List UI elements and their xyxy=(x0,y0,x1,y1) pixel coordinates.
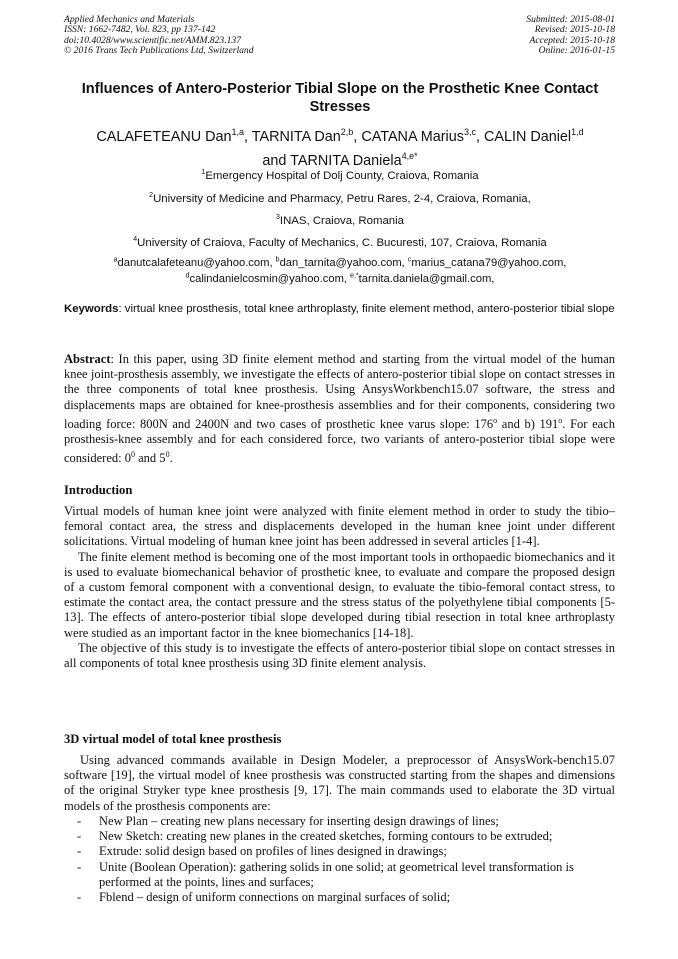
keywords xyxy=(64,302,616,317)
affiliation: $^2$University of Medicine and Pharmacy, Petru Rares, 2-4, Craiova, Romania, xyxy=(149,192,531,205)
paragraph: The objective of this study is to investigate the effects of antero-posterior tibial slope on contact stresses in all components of total knee prosthesis using 3D finite element analysis. xyxy=(64,640,615,671)
revised-date: Revised: 2015-10-18 xyxy=(534,24,615,36)
author: CALIN Daniel$^{1,d}$ xyxy=(483,127,584,145)
abstract-label: Abstract xyxy=(64,352,111,366)
paragraph: Using advanced commands available in Design Modeler, a preprocessor of AnsysWork-bench15.07 software [19], the virtual model of knee prosthesis was constructed starting from the shapes and dimensions of the original Stryker type knee prosthesis [9, 17]. The main commands used to elaborate the 3D virtual models of the prosthesis components are: xyxy=(64,753,615,813)
email[interactable]: $^b$dan_tarnita@yahoo.com, xyxy=(275,256,408,269)
keywords-text: : virtual knee prosthesis, total knee arthroplasty, finite element method, antero-posterior tibial slope xyxy=(118,303,615,315)
abstract: Abstract: In this paper, using 3D finite element method and starting from the virtual model of the human knee joint-prosthesis assembly, we investigate the effects of antero-posterior tibial slope on contact stresses in the three components of total knee prosthesis. Using AnsysWorkbench15.07 software, the stress and displacements maps are obtained for knee-prosthesis assemblies and for their components, considering two loading force: 800N and 2400N and two cases of prosthetic knee varus slope: 176$^o$ and b) 191$^o$. For each prosthesis-knee assembly and for each considered force, two variants of antero-posterior tibial slope were considered: $0^0$ and $5^0$. xyxy=(64,352,615,466)
author: TARNITA Dan$^{2,b}$, xyxy=(251,127,362,145)
submitted-date: Submitted: 2015-08-01 xyxy=(526,14,615,25)
accepted-date: Accepted: 2015-10-18 xyxy=(529,34,615,46)
list-item: - Fblend – design of uniform connections on marginal surfaces of solid; xyxy=(77,890,451,905)
introduction-heading: Introduction xyxy=(64,483,133,497)
journal-name: Applied Mechanics and Materials xyxy=(64,14,195,25)
paragraph: Virtual models of human knee joint were analyzed with finite element method in order to study the tibio–femoral contact area, the stress and displacements developed in the human knee joint under different solicitations. Virtual modeling of human knee joint has been addressed in several articles [1-4]. xyxy=(64,504,615,549)
author-list xyxy=(55,123,625,171)
email[interactable]: $^a$danutcalafeteanu@yahoo.com, xyxy=(113,256,276,269)
online-date: Online: 2016-01-15 xyxy=(538,45,615,57)
email[interactable]: $^c$marius_catana79@yahoo.com, xyxy=(407,256,567,269)
paragraph: The finite element method is becoming one of the most important tools in orthopaedic biomechanics and it is used to evaluate biomechanical behavior of prosthetic knee, to evaluate and compare the proposed design of a custom femoral component with a conventional design, to evaluate the tibio-femoral contact stress, to estimate the contact area, the contact pressure and the stress status of the polyethylene tibial components [5-13]. The effects of antero-posterior tibial slope developed during tibial resection in total knee arthroplasty were studied as an important factor in the knee biomechanics [14-18]. xyxy=(64,549,615,640)
section-heading: 3D virtual model of total knee prosthesis xyxy=(64,732,282,746)
list-item: - Extrude: solid design based on profiles of lines designed in drawings; xyxy=(77,844,447,859)
list-item: - New Sketch: creating new planes in the created sketches, forming contours to be extruded; xyxy=(77,829,553,844)
section-body xyxy=(64,753,615,814)
command-list xyxy=(64,814,616,905)
email[interactable]: $^d$calindanielcosmin@yahoo.com, xyxy=(185,272,351,286)
dates-info xyxy=(526,15,615,57)
list-item: - Unite (Boolean Operation): gathering solids in one solid; at geometrical level transformation is performed at the points, lines and surfaces; xyxy=(77,859,574,889)
journal-info xyxy=(64,15,254,57)
affiliation: $^4$University of Craiova, Faculty of Mechanics, C. Bucuresti, 107, Craiova, Romania xyxy=(133,236,547,249)
issn-line: ISSN: 1662-7482, Vol. 823, pp 137-142 xyxy=(64,24,216,36)
introduction-body xyxy=(64,504,615,671)
paper-title: Influences of Antero-Posterior Tibial Slope on the Prosthetic Knee Contact Stresses xyxy=(81,81,599,115)
author: CATANA Marius$^{3,c}$, xyxy=(361,127,484,145)
doi-line: doi:10.4028/www.scientific.net/AMM.823.137 xyxy=(64,34,242,46)
author: CALAFETEANU Dan$^{1,a}$, xyxy=(96,127,252,145)
keywords-label: Keywords xyxy=(64,303,119,315)
email[interactable]: $^{e,*}$tarnita.daniela@gmail.com, xyxy=(350,272,495,286)
affiliation: $^3$INAS, Craiova, Romania xyxy=(276,214,404,227)
email-list xyxy=(60,253,620,286)
author: and TARNITA Daniela$^{4,e*}$ xyxy=(262,150,418,169)
list-item: - New Plan – creating new plans necessary for inserting design drawings of lines; xyxy=(77,814,499,828)
affiliation: $^1$Emergency Hospital of Dolj County, Craiova, Romania xyxy=(201,169,479,182)
copyright-line: © 2016 Trans Tech Publications Ltd, Switzerland xyxy=(64,45,254,57)
